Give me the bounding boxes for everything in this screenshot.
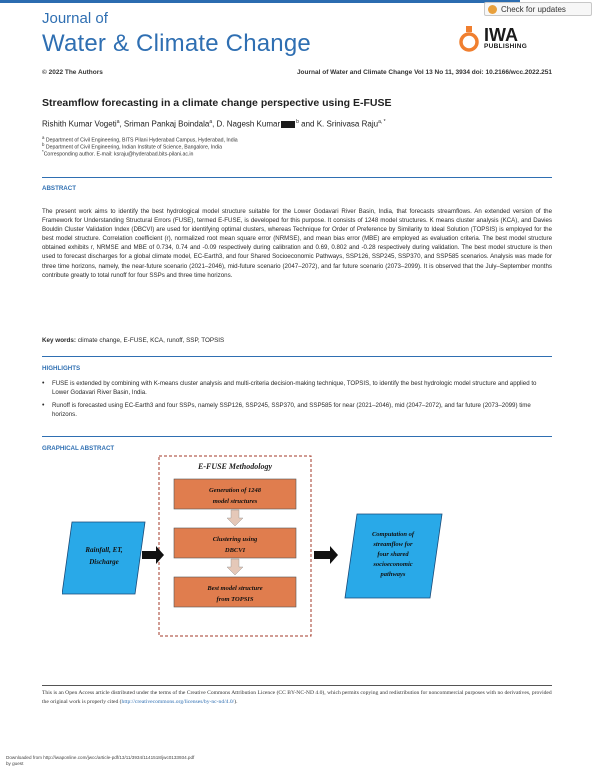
- affiliation-a: $^a$ Department of Civil Engineering, BITS Pilani Hyderabad Campus, Hyderabad, India: [42, 135, 238, 144]
- article-title: Streamflow forecasting in a climate change perspective using E-FUSE: [42, 97, 392, 109]
- output-label: streamflow for: [373, 541, 413, 548]
- step-generation-label: model structures: [212, 498, 258, 505]
- arrow-down-icon: [227, 510, 243, 526]
- check-updates-icon: [488, 5, 497, 14]
- section-divider: [42, 356, 552, 357]
- output-label: Computation of: [371, 531, 415, 538]
- footer-divider: [42, 685, 552, 686]
- author-name[interactable]: and K. Srinivasa Raju: [298, 119, 379, 129]
- bullet-icon: •: [42, 402, 45, 410]
- download-guest: by guest: [6, 760, 24, 766]
- graphical-abstract-diagram: [62, 452, 502, 642]
- check-updates-label: Check for updates: [501, 4, 566, 14]
- output-label: four shared: [377, 551, 409, 558]
- abstract-text: The present work aims to identify the best hydrological model structure suitable for the Lower Godavari River Basin, India, that forecasts streamflows. An extended version of the Framework for Understanding Structural Errors (FUSE), termed E-FUSE, is developed for this purpose. It consists of 1248 model structures. K means cluster analysis (KCA), and Davies Bouldin Cluster Validation Index (DBCVI) are used for identifying optimal clusters, whereas Technique for Order of Preference by Similarity to Ideal Solution (TOPSIS) is employed for the best model structure. Correlation coefficient (r), normalized root mean square error (NRMSE), and mean bias error (MBE) are employed as evaluation criteria. The best model structure obtained exhibits r, NRMSE and MBE of 0.734, 0.74 and -0.09 respectively during calibration and 0.69, 0.802 and -0.28 respectively during validation. The best model structure is then used to forecast discharges for a global climate model, EC-Earth3, and four Shared Socioeconomic Pathways, SSP126, SSP245, SSP370, and SSP585 scenarios. Analysis was made for three time horizons, namely, the near-future scenario (2021–2046), mid-future scenario (2047–2072), and far future scenario (2073–2099). It is observed that the July–September months contribute greatly to total runoff for four SSPs and three time horizons.: [42, 208, 552, 279]
- arrow-right-icon: [314, 546, 338, 564]
- iwa-publishing-logo: [458, 22, 558, 54]
- step-clustering-label: DBCVI: [224, 547, 246, 554]
- top-rule: [0, 0, 520, 3]
- journal-name-small: Journal of: [42, 10, 108, 27]
- abstract-heading: ABSTRACT: [42, 185, 77, 192]
- download-notice: [6, 755, 194, 766]
- copyright-line: © 2022 The Authors: [42, 69, 103, 76]
- keywords: Key words: climate change, E-FUSE, KCA, runoff, SSP, TOPSIS: [42, 337, 225, 344]
- output-label: socioeconomic: [373, 561, 413, 568]
- author-name[interactable]: Rishith Kumar Vogeti: [42, 119, 117, 129]
- arrow-down-icon: [227, 559, 243, 575]
- download-url[interactable]: Downloaded from http://iwaponline.com/jwcc/article-pdf/13/11/3934/1141518/jwc0133934.pdf: [6, 755, 195, 760]
- corresponding-author: *Corresponding author. E-mail: ksraju@hyderabad.bits-pilani.ac.in: [42, 149, 194, 158]
- logo-word-publishing: PUBLISHING: [484, 42, 528, 50]
- author-list: Rishith Kumar Vogeti$^a$, Sriman Pankaj Boindala$^a$, D. Nagesh Kumar $^b$ and K. Srinivasa Raju$^{a, *}$: [42, 119, 386, 129]
- step-topsis-label: from TOPSIS: [216, 596, 254, 603]
- license-link[interactable]: http://creativecommons.org/licenses/by-nc-nd/4.0/: [121, 699, 235, 705]
- iwa-member-badge-icon: [281, 121, 295, 128]
- step-clustering-label: Clustering using: [212, 536, 258, 543]
- check-for-updates-button[interactable]: [484, 2, 592, 16]
- methodology-title: E-FUSE Methodology: [197, 462, 273, 471]
- step-topsis-label: Best model structure: [207, 585, 263, 592]
- author-name[interactable]: , Sriman Pankaj Boindala: [119, 119, 210, 129]
- license-notice: This is an Open Access article distributed under the terms of the Creative Commons Attribution Licence (CC BY-NC-ND 4.0), which permits copying and redistribution for noncommercial purposes with no derivatives, provided the original work is properly cited (http://creativecommons.org/licenses/by-nc-nd/4.0/).: [42, 690, 552, 705]
- highlights-heading: HIGHLIGHTS: [42, 365, 81, 372]
- iwa-drop-icon: [458, 24, 480, 52]
- section-divider: [42, 436, 552, 437]
- citation-line: Journal of Water and Climate Change Vol 13 No 11, 3934 doi: 10.2166/wcc.2022.251: [296, 69, 552, 76]
- arrow-right-icon: [142, 546, 164, 564]
- graphical-abstract-heading: GRAPHICAL ABSTRACT: [42, 445, 115, 452]
- input-label: Discharge: [89, 558, 119, 566]
- section-divider: [42, 177, 552, 178]
- journal-name-large: Water & Climate Change: [42, 30, 311, 57]
- highlight-item: • FUSE is extended by combining with K-means cluster analysis and multi-criteria decision-making technique, TOPSIS, to identify the best hydrologic model structure and applied to Lower Godavari River Basin, India.: [42, 380, 537, 397]
- highlights-list: [42, 379, 552, 423]
- output-label: pathways: [380, 571, 406, 578]
- affiliation-b: $^b$ Department of Civil Engineering, Indian Institute of Science, Bangalore, India: [42, 142, 223, 151]
- bullet-icon: •: [42, 380, 45, 387]
- step-generation-label: Generation of 1248: [209, 487, 261, 494]
- logo-word-iwa: IWA: [484, 24, 518, 45]
- highlight-item: • Runoff is forecasted using EC-Earth3 and four SSPs, namely SSP126, SSP245, SSP370, and SSP585 for near (2021–2046), mid (2047–2072), and far future (2073–2099) time horizons.: [42, 402, 531, 419]
- input-label: Rainfall, ET,: [85, 546, 123, 554]
- author-name[interactable]: , D. Nagesh Kumar: [212, 119, 281, 129]
